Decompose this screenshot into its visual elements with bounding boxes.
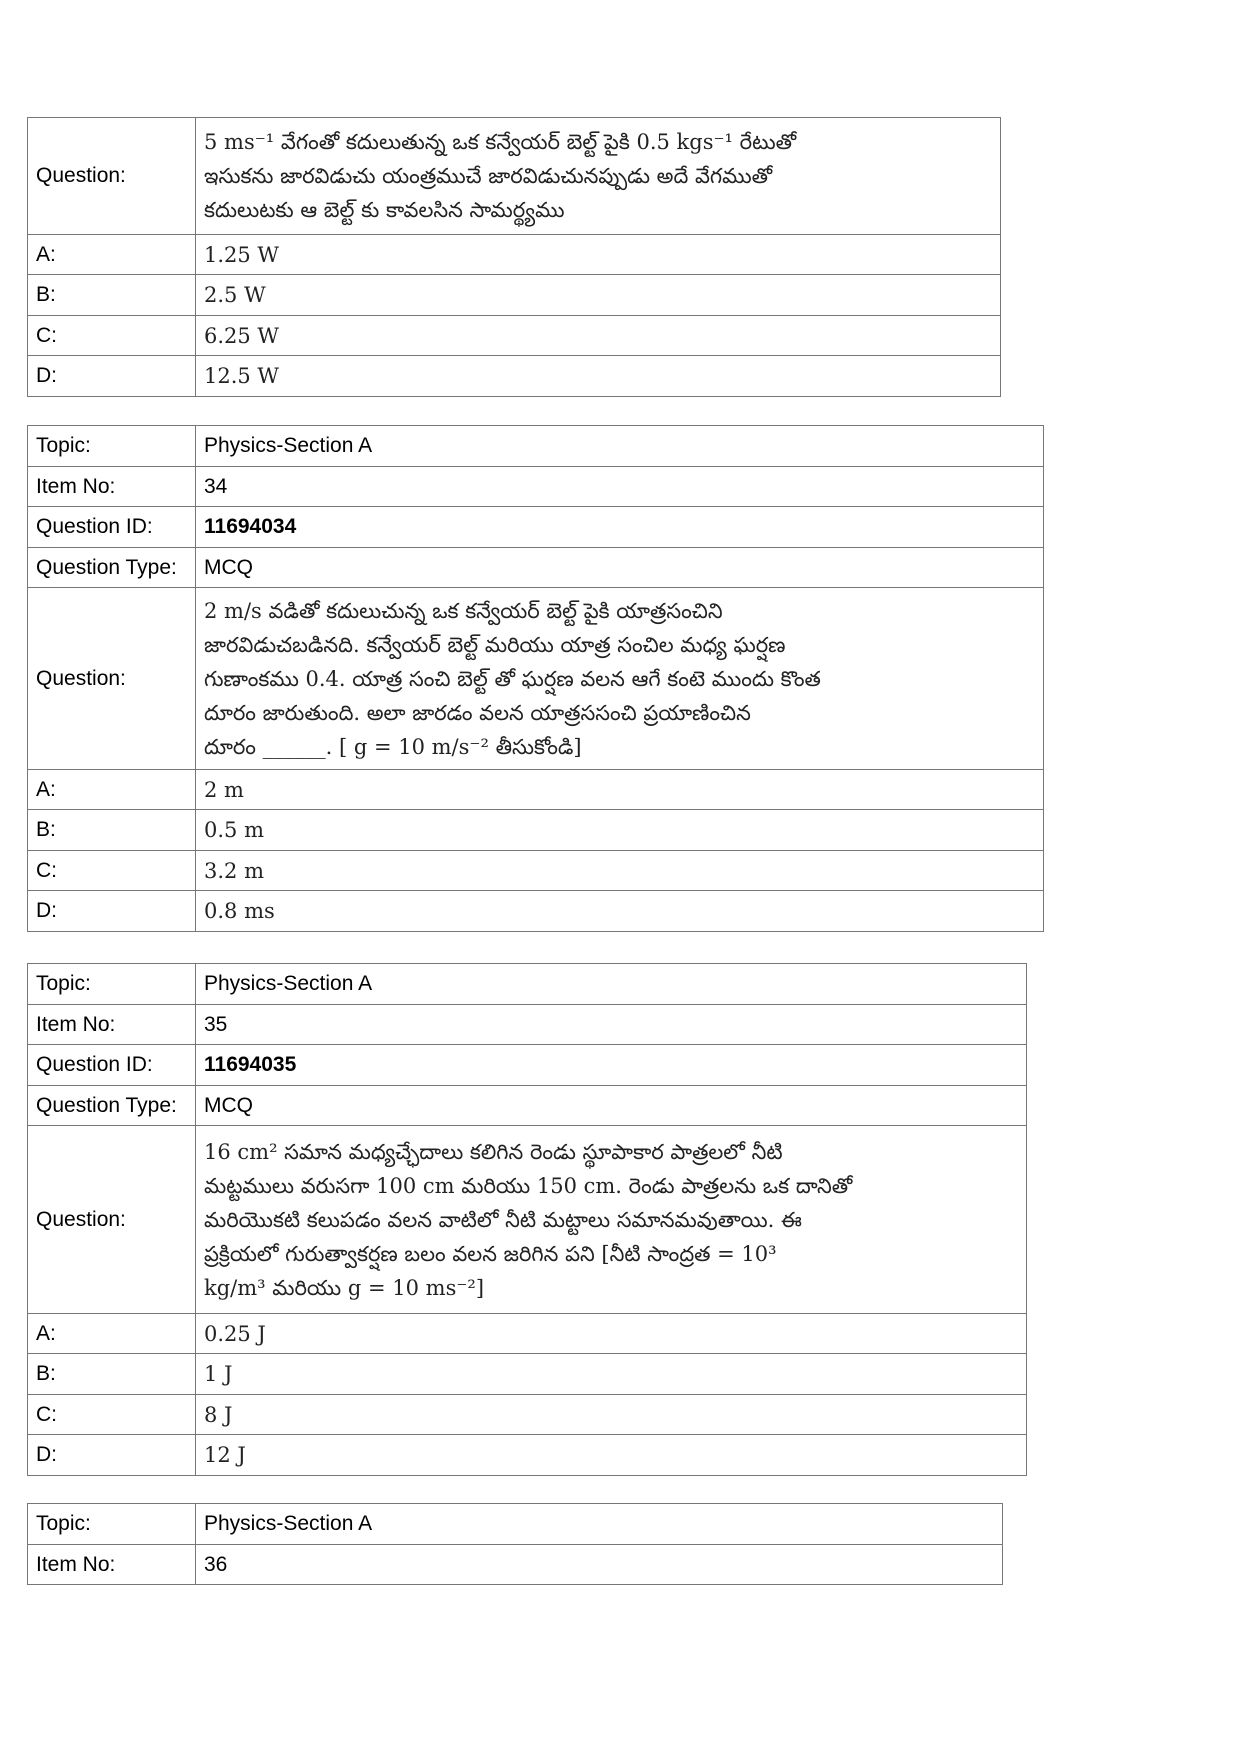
option-b-label: B: bbox=[28, 1354, 196, 1395]
question-line: దూరం జారుతుంది. అలా జారడం వలన యాత్రససంచి ప్రయాణించిన bbox=[204, 700, 751, 725]
question-label: Question: bbox=[28, 588, 196, 770]
topic-label: Topic: bbox=[28, 426, 196, 467]
question-line: ప్రక్రియలో గురుత్వాకర్షణ బలం వలన జరిగిన పని [నీటి సాంద్రత = 10³ bbox=[204, 1241, 777, 1266]
option-b-text: 1 J bbox=[196, 1354, 1027, 1395]
question-line: 5 ms⁻¹ వేగంతో కదులుతున్న ఒక కన్వేయర్ బెల్ట్ పైకి 0.5 kgs⁻¹ రేటుతో bbox=[204, 130, 797, 154]
question-id-value: 11694034 bbox=[204, 515, 297, 538]
item-no-label: Item No: bbox=[28, 1545, 196, 1585]
option-a-label: A: bbox=[28, 235, 196, 275]
option-b-text: 0.5 m bbox=[196, 810, 1044, 851]
question-line: దూరం ______. [ g = 10 m/s⁻² తీసుకోండి] bbox=[204, 734, 582, 759]
topic-value: Physics-Section A bbox=[196, 1504, 1003, 1545]
question-id-label: Question ID: bbox=[28, 507, 196, 548]
option-d-text: 12 J bbox=[196, 1435, 1027, 1476]
question-line: గుణాంకము 0.4. యాత్ర సంచి బెల్ట్ తో ఘర్షణ వలన ఆగే కంటె ముందు కొంత bbox=[204, 666, 821, 691]
item-no-label: Item No: bbox=[28, 1005, 196, 1045]
option-b-label: B: bbox=[28, 275, 196, 316]
topic-label: Topic: bbox=[28, 1504, 196, 1545]
item-no-value: 35 bbox=[196, 1005, 1027, 1045]
item-no-value: 34 bbox=[196, 467, 1044, 507]
question-type-label: Question Type: bbox=[28, 1086, 196, 1126]
question-line: కదులుటకు ఆ బెల్ట్ కు కావలసిన సామర్థ్యము bbox=[204, 198, 565, 222]
option-c-text: 8 J bbox=[196, 1395, 1027, 1435]
option-a-label: A: bbox=[28, 770, 196, 810]
question-type-label: Question Type: bbox=[28, 548, 196, 588]
question-id-value: 11694035 bbox=[204, 1053, 297, 1076]
question-line: 2 m/s వడితో కదులుచున్న ఒక కన్వేయర్ బెల్ట్ పైకి యాత్రసంచిని bbox=[204, 598, 723, 623]
option-c-label: C: bbox=[28, 316, 196, 356]
option-a-label: A: bbox=[28, 1314, 196, 1354]
option-d-text: 12.5 W bbox=[196, 356, 1001, 397]
option-a-text: 2 m bbox=[196, 770, 1044, 810]
option-c-label: C: bbox=[28, 851, 196, 891]
question-type-value: MCQ bbox=[196, 548, 1044, 588]
question-text bbox=[196, 118, 1001, 235]
question-line: మట్టములు వరుసగా 100 cm మరియు 150 cm. రెండు పాత్రలను ఒక దానితో bbox=[204, 1173, 853, 1198]
option-b-text: 2.5 W bbox=[196, 275, 1001, 316]
question-table-35 bbox=[27, 963, 1027, 1476]
topic-value: Physics-Section A bbox=[196, 964, 1027, 1005]
question-line: ఇసుకను జారవిడుచు యంత్రముచే జారవిడుచునప్పుడు అదే వేగముతో bbox=[204, 164, 773, 188]
option-a-text: 0.25 J bbox=[196, 1314, 1027, 1354]
option-d-label: D: bbox=[28, 891, 196, 932]
question-line: kg/m³ మరియు g = 10 ms⁻²] bbox=[204, 1275, 485, 1300]
question-text bbox=[196, 1126, 1027, 1314]
option-b-label: B: bbox=[28, 810, 196, 851]
option-d-label: D: bbox=[28, 356, 196, 397]
item-no-value: 36 bbox=[196, 1545, 1003, 1585]
question-table-34 bbox=[27, 425, 1044, 932]
question-label: Question: bbox=[28, 118, 196, 235]
option-a-text: 1.25 W bbox=[196, 235, 1001, 275]
item-no-label: Item No: bbox=[28, 467, 196, 507]
question-text bbox=[196, 588, 1044, 770]
question-table-36 bbox=[27, 1503, 1003, 1585]
option-c-text: 6.25 W bbox=[196, 316, 1001, 356]
option-d-text: 0.8 ms bbox=[196, 891, 1044, 932]
question-line: జారవిడుచబడినది. కన్వేయర్ బెల్ట్ మరియు యాత్ర సంచిల మధ్య ఘర్షణ bbox=[204, 632, 786, 657]
option-c-text: 3.2 m bbox=[196, 851, 1044, 891]
question-line: 16 cm² సమాన మధ్యచ్ఛేదాలు కలిగిన రెండు స్థూపాకార పాత్రలలో నీటి bbox=[204, 1139, 783, 1164]
topic-label: Topic: bbox=[28, 964, 196, 1005]
option-d-label: D: bbox=[28, 1435, 196, 1476]
question-label: Question: bbox=[28, 1126, 196, 1314]
question-type-value: MCQ bbox=[196, 1086, 1027, 1126]
topic-value: Physics-Section A bbox=[196, 426, 1044, 467]
question-table-33 bbox=[27, 117, 1001, 397]
question-line: మరియొకటి కలుపడం వలన వాటిలో నీటి మట్టాలు సమానమవుతాయి. ఈ bbox=[204, 1207, 802, 1232]
question-id-label: Question ID: bbox=[28, 1045, 196, 1086]
option-c-label: C: bbox=[28, 1395, 196, 1435]
